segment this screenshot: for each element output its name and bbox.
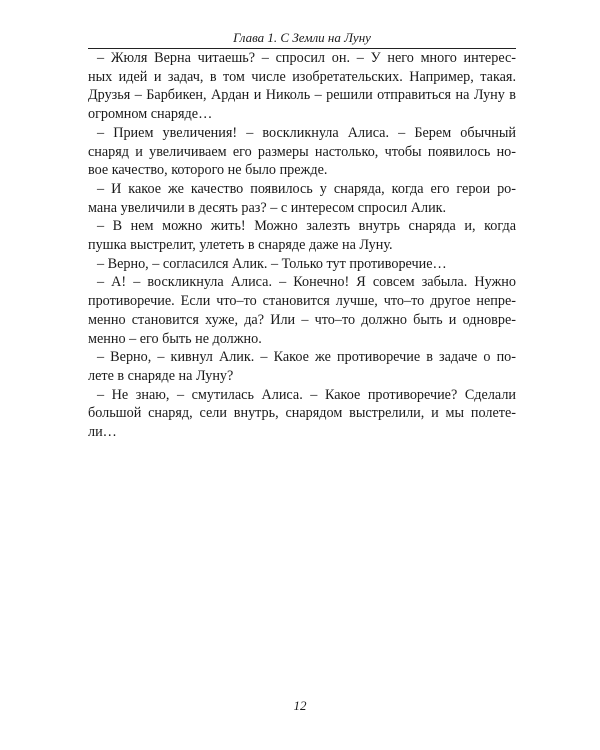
text-line: ных идей и задач, в том числе изобретательских. Например, такая. bbox=[88, 68, 516, 85]
text-line: – Верно, – кивнул Алик. – Какое же противоречие в задаче о по- bbox=[97, 349, 516, 366]
text-line: снаряд и увеличиваем его размеры настолько, чтобы появилось но- bbox=[88, 143, 516, 160]
text-line: вое качество, которого не было прежде. bbox=[88, 162, 328, 179]
paragraph bbox=[88, 124, 516, 180]
paragraph bbox=[88, 386, 516, 442]
text-line: – Не знаю, – смутилась Алиса. – Какое противоречие? Сделали bbox=[97, 386, 516, 403]
paragraph bbox=[88, 217, 516, 254]
text-line: – В нем можно жить! Можно залезть внутрь снаряда и, когда bbox=[97, 218, 516, 235]
text-line: огромном снаряде… bbox=[88, 106, 213, 123]
paragraph bbox=[88, 348, 516, 385]
text-line: мана увеличили в десять раз? – с интересом спросил Алик. bbox=[88, 199, 447, 216]
text-line: менно – его быть не должно. bbox=[88, 330, 262, 347]
text-line: – Жюля Верна читаешь? – спросил он. – У него много интерес- bbox=[97, 50, 516, 66]
paragraph bbox=[88, 49, 516, 124]
running-header: Глава 1. С Земли на Луну bbox=[233, 30, 371, 45]
paragraph bbox=[88, 255, 516, 274]
text-line: – Верно, – согласился Алик. – Только тут противоречие… bbox=[97, 255, 447, 272]
paragraph bbox=[88, 180, 516, 217]
text-line: – А! – воскликнула Алиса. – Конечно! Я совсем забыла. Нужно bbox=[97, 274, 516, 291]
text-line: Друзья – Барбикен, Ардан и Николь – решили отправиться на Луну в bbox=[88, 87, 516, 104]
text-line: пушка выстрелит, улететь в снаряде даже на Луну. bbox=[88, 237, 393, 254]
text-line: – Прием увеличения! – воскликнула Алиса. – Берем обычный bbox=[97, 124, 516, 141]
paragraph bbox=[88, 273, 516, 348]
text-line: – И какое же качество появилось у снаряда, когда его герои ро- bbox=[97, 180, 516, 197]
page-number: 12 bbox=[293, 698, 307, 713]
text-line: лете в снаряде на Луну? bbox=[88, 367, 234, 384]
text-line: большой снаряд, сели внутрь, снарядом выстрелили, и мы полете- bbox=[88, 405, 516, 422]
text-line: противоречие. Если что–то становится лучше, что–то другое непре- bbox=[88, 293, 516, 310]
text-line: ли… bbox=[88, 424, 117, 441]
text-line: менно становится хуже, да? Или – что–то должно быть и одновре- bbox=[88, 311, 516, 328]
body-text bbox=[88, 49, 516, 442]
